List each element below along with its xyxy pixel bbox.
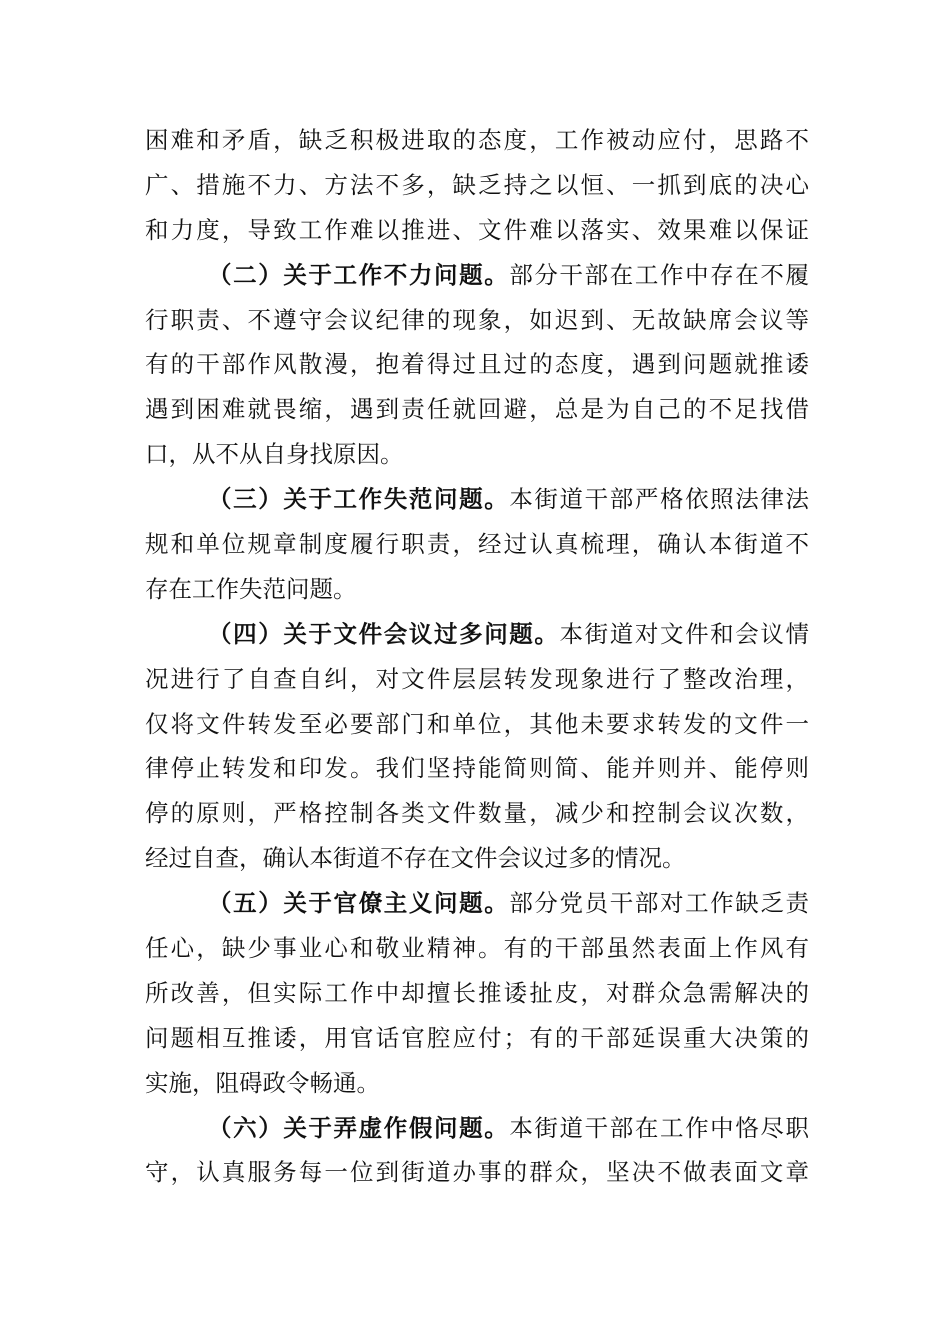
text-span: 本街道干部严格依照法律法 xyxy=(509,485,810,514)
section-heading: （二）关于工作不力问题。 xyxy=(208,260,510,289)
text-line: 所改善，但实际工作中却擅长推诿扯皮，对群众急需解决的 xyxy=(145,978,809,1007)
text-line: 况进行了自查自纠，对文件层层转发现象进行了整改治理， xyxy=(145,664,809,693)
text-line: 遇到困难就畏缩，遇到责任就回避，总是为自己的不足找借 xyxy=(145,395,809,424)
section-heading: （三）关于工作失范问题。 xyxy=(208,485,510,514)
section-heading: （四）关于文件会议过多问题。 xyxy=(208,619,560,648)
text-line: 有的干部作风散漫，抱着得过且过的态度，遇到问题就推诿 xyxy=(145,350,809,379)
document-body xyxy=(145,118,809,1195)
text-line: 停的原则，严格控制各类文件数量，减少和控制会议次数， xyxy=(145,799,809,828)
paragraph xyxy=(145,253,809,477)
paragraph xyxy=(145,1106,809,1196)
text-line: 和力度，导致工作难以推进、文件难以落实、效果难以保证 xyxy=(145,215,809,244)
text-line: 实施，阻碍政令畅通。 xyxy=(145,1068,380,1097)
section-heading: （六）关于弄虚作假问题。 xyxy=(208,1113,510,1142)
text-line: 守，认真服务每一位到街道办事的群众，坚决不做表面文章 xyxy=(145,1158,809,1187)
text-span: 本街道对文件和会议情 xyxy=(559,619,810,648)
section-heading: （五）关于官僚主义问题。 xyxy=(208,889,510,918)
text-line: 规和单位规章制度履行职责，经过认真梳理，确认本街道不 xyxy=(145,530,809,559)
paragraph xyxy=(145,118,809,253)
text-line: 行职责、不遵守会议纪律的现象，如迟到、无故缺席会议等 xyxy=(145,305,809,334)
paragraph xyxy=(145,612,809,881)
text-line: 存在工作失范问题。 xyxy=(145,574,357,603)
text-line: 口，从不从自身找原因。 xyxy=(145,440,404,469)
paragraph xyxy=(145,881,809,1105)
text-line: 问题相互推诿，用官话官腔应付；有的干部延误重大决策的 xyxy=(145,1023,809,1052)
paragraph xyxy=(145,477,809,612)
text-line: 仅将文件转发至必要部门和单位，其他未要求转发的文件一 xyxy=(145,709,809,738)
text-line: 律停止转发和印发。我们坚持能简则简、能并则并、能停则 xyxy=(145,754,809,783)
text-line: 任心，缺少事业心和敬业精神。有的干部虽然表面上作风有 xyxy=(145,934,809,963)
text-line: 困难和矛盾，缺乏积极进取的态度，工作被动应付，思路不 xyxy=(145,126,809,154)
text-line: 经过自查，确认本街道不存在文件会议过多的情况。 xyxy=(145,844,686,873)
text-span: 本街道干部在工作中恪尽职 xyxy=(509,1113,810,1142)
text-span: 部分干部在工作中存在不履 xyxy=(509,260,810,289)
text-span: 部分党员干部对工作缺乏责 xyxy=(509,889,810,918)
paragraph-first-line xyxy=(145,612,809,657)
paragraph-first-line xyxy=(145,477,809,522)
paragraph-first-line xyxy=(145,1106,809,1151)
paragraph-first-line xyxy=(145,253,809,298)
paragraph-first-line xyxy=(145,881,809,926)
text-line: 广、措施不力、方法不多，缺乏持之以恒、一抓到底的决心 xyxy=(145,170,809,199)
